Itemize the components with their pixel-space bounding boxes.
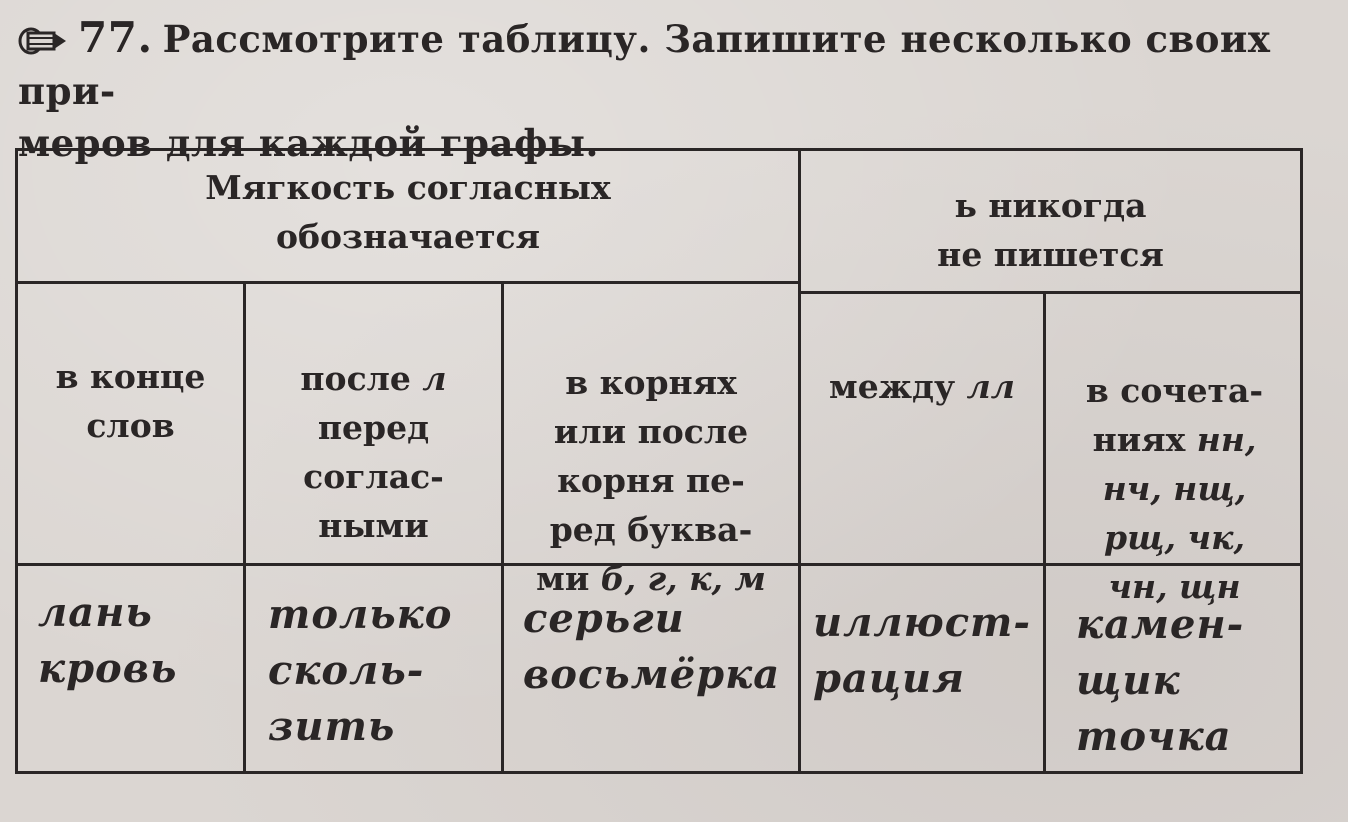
- example-between-ll: иллюст- рация: [813, 599, 1031, 702]
- example-word-end: лань кровь: [38, 589, 178, 692]
- example-after-l: только сколь- зить: [268, 591, 453, 750]
- column-header-combinations: в сочета- ниях нн, нч, нщ, рщ, чк, чн, щн: [1085, 371, 1264, 606]
- table-divider-col-3: [798, 151, 801, 774]
- table-divider-header: [18, 281, 800, 284]
- group-header-soft-sign-never: ь никогда не пишется: [937, 186, 1164, 274]
- table-divider-header-right: [800, 291, 1303, 294]
- task-header: [18, 12, 1328, 169]
- example-in-roots: серьги восьмёрка: [523, 595, 781, 698]
- example-combinations: камен- щик точка: [1076, 601, 1245, 760]
- column-header-in-roots: в корнях или после корня пе- ред буква- ми б, г, к, м: [536, 363, 766, 598]
- column-header-after-l: после л перед соглас- ными: [300, 359, 447, 545]
- task-number: 77.: [78, 13, 153, 62]
- pencil-icon: [18, 17, 68, 47]
- column-header-word-end: в конце слов: [55, 357, 206, 445]
- group-header-soft-sign-used: Мягкость согласных обозначается: [205, 168, 611, 256]
- task-instructions: Рассмотрите таблицу. Запишите несколько своих при- меров для каждой графы.: [18, 17, 1271, 165]
- rules-table: [15, 148, 1303, 774]
- column-header-between-ll: между лл: [829, 367, 1015, 406]
